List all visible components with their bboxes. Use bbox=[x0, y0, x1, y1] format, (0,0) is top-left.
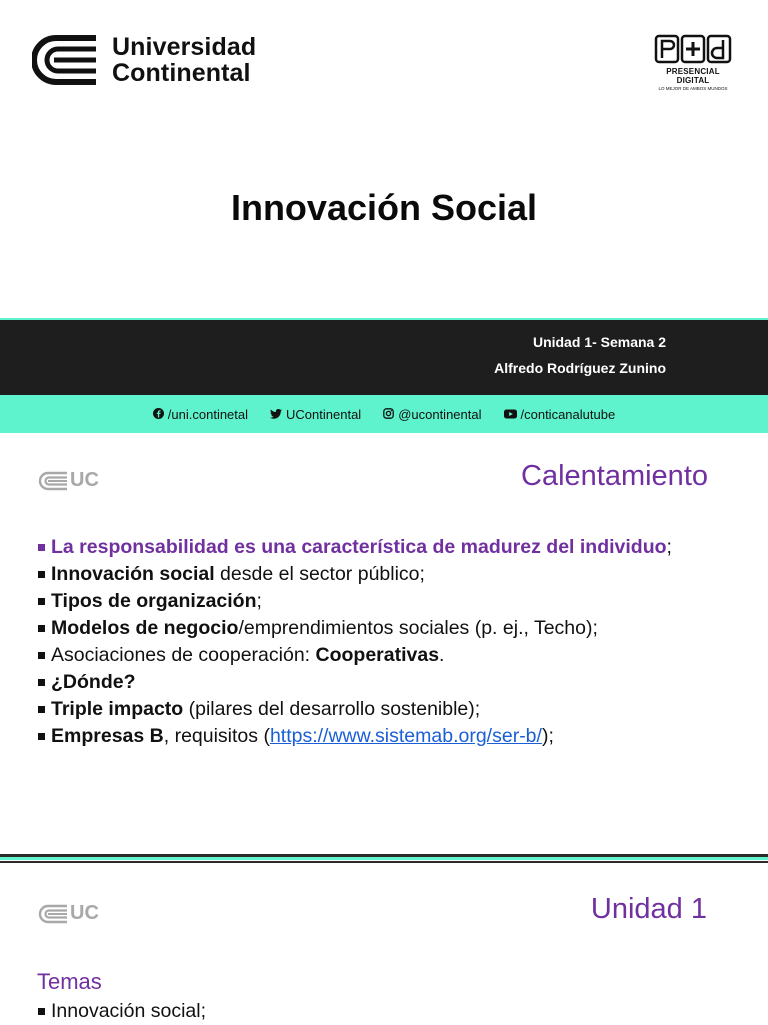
uc-mini-logo-text: UC bbox=[70, 902, 99, 924]
bullet-text: . bbox=[439, 644, 445, 666]
bullet-text: Asociaciones de cooperación: bbox=[51, 644, 316, 666]
topic-text: Innovación social; bbox=[51, 1000, 207, 1022]
bullet-bold-text: Empresas B bbox=[51, 725, 164, 747]
bullet-square-icon bbox=[38, 679, 45, 686]
bullet-text: ; bbox=[666, 536, 672, 558]
bullet-text: ); bbox=[541, 725, 554, 747]
accent-line bbox=[0, 318, 768, 320]
uc-mini-logo-icon bbox=[38, 471, 68, 491]
slide-heading: Unidad 1 bbox=[590, 893, 707, 925]
social-instagram[interactable] bbox=[383, 407, 481, 422]
social-youtube-label: /conticanalutube bbox=[520, 406, 616, 422]
social-facebook-label: /uni.continetal bbox=[167, 406, 249, 422]
youtube-icon bbox=[504, 407, 517, 422]
pd-mark-icon bbox=[654, 34, 732, 64]
slide-heading: Calentamiento bbox=[521, 460, 708, 492]
twitter-icon bbox=[270, 407, 282, 422]
pd-logo-name: PRESENCIAL DIGITAL bbox=[666, 67, 720, 85]
topics-list bbox=[37, 998, 206, 1025]
social-instagram-label: @ucontinental bbox=[398, 406, 482, 422]
sistemab-link[interactable]: https://www.sistemab.org/ser-b/ bbox=[269, 725, 542, 747]
bullet-bold-text: Cooperativas bbox=[315, 644, 440, 666]
bullet-square-icon bbox=[38, 625, 45, 632]
list-item bbox=[37, 615, 737, 642]
bullet-square-icon bbox=[38, 598, 45, 605]
social-band bbox=[0, 395, 768, 433]
course-info-band bbox=[0, 318, 768, 395]
uc-mini-logo bbox=[38, 469, 99, 492]
bullet-square-icon bbox=[38, 706, 45, 713]
uc-mini-logo-text: UC bbox=[70, 469, 99, 491]
list-item bbox=[37, 561, 737, 588]
social-twitter[interactable] bbox=[270, 407, 361, 422]
slide-calentamiento bbox=[0, 433, 768, 854]
bullet-bold-text: Modelos de negocio bbox=[51, 617, 239, 639]
bullet-square-icon bbox=[38, 571, 45, 578]
pd-logo-tagline: LO MEJOR DE AMBOS MUNDOS bbox=[658, 86, 728, 91]
bullet-bold-text: Triple impacto bbox=[51, 698, 184, 720]
logo-line-1: Universidad bbox=[112, 33, 257, 61]
divider-line-mint bbox=[0, 857, 768, 860]
uc-mini-logo bbox=[38, 902, 99, 925]
bullet-square-icon bbox=[38, 1008, 45, 1015]
list-item bbox=[37, 669, 737, 696]
bullet-list bbox=[37, 534, 737, 750]
list-item bbox=[37, 588, 737, 615]
uc-logo-icon bbox=[32, 34, 100, 86]
topics-heading: Temas bbox=[37, 969, 102, 994]
unit-week: Unidad 1- Semana 2 bbox=[532, 334, 666, 350]
course-title: Innovación Social bbox=[230, 187, 538, 228]
universidad-continental-logo bbox=[32, 34, 256, 86]
bullet-text: desde el sector público; bbox=[214, 563, 425, 585]
social-twitter-label: UContinental bbox=[286, 406, 362, 422]
bullet-bold-text: Innovación social bbox=[51, 563, 215, 585]
bullet-text: /emprendimientos sociales (p. ej., Techo); bbox=[238, 617, 598, 639]
author-name: Alfredo Rodríguez Zunino bbox=[494, 360, 666, 376]
logo-line-2: Continental bbox=[112, 59, 251, 87]
bullet-text: , requisitos ( bbox=[163, 725, 270, 747]
list-item bbox=[37, 534, 737, 561]
list-item bbox=[37, 642, 737, 669]
list-item bbox=[37, 723, 737, 750]
social-youtube[interactable] bbox=[504, 407, 616, 422]
bullet-bold-text: La responsabilidad es una característica de madurez del individuo bbox=[51, 536, 667, 558]
divider-line-dark-2 bbox=[0, 861, 768, 863]
facebook-icon bbox=[153, 407, 164, 422]
instagram-icon bbox=[383, 407, 394, 422]
bullet-square-icon bbox=[38, 733, 45, 740]
bullet-square-icon bbox=[38, 544, 45, 551]
uc-mini-logo-icon bbox=[38, 904, 68, 924]
slide-unidad-1 bbox=[0, 866, 768, 1024]
bullet-square-icon bbox=[38, 652, 45, 659]
list-item bbox=[37, 696, 737, 723]
bullet-text: (pilares del desarrollo sostenible); bbox=[183, 698, 481, 720]
presencial-digital-logo bbox=[652, 34, 734, 91]
slide-divider bbox=[0, 854, 768, 866]
title-slide bbox=[0, 0, 768, 433]
list-item bbox=[37, 998, 206, 1025]
bullet-bold-text: ¿Dónde? bbox=[51, 671, 136, 693]
social-facebook[interactable] bbox=[153, 407, 248, 422]
bullet-text: ; bbox=[256, 590, 262, 612]
bullet-bold-text: Tipos de organización bbox=[51, 590, 257, 612]
